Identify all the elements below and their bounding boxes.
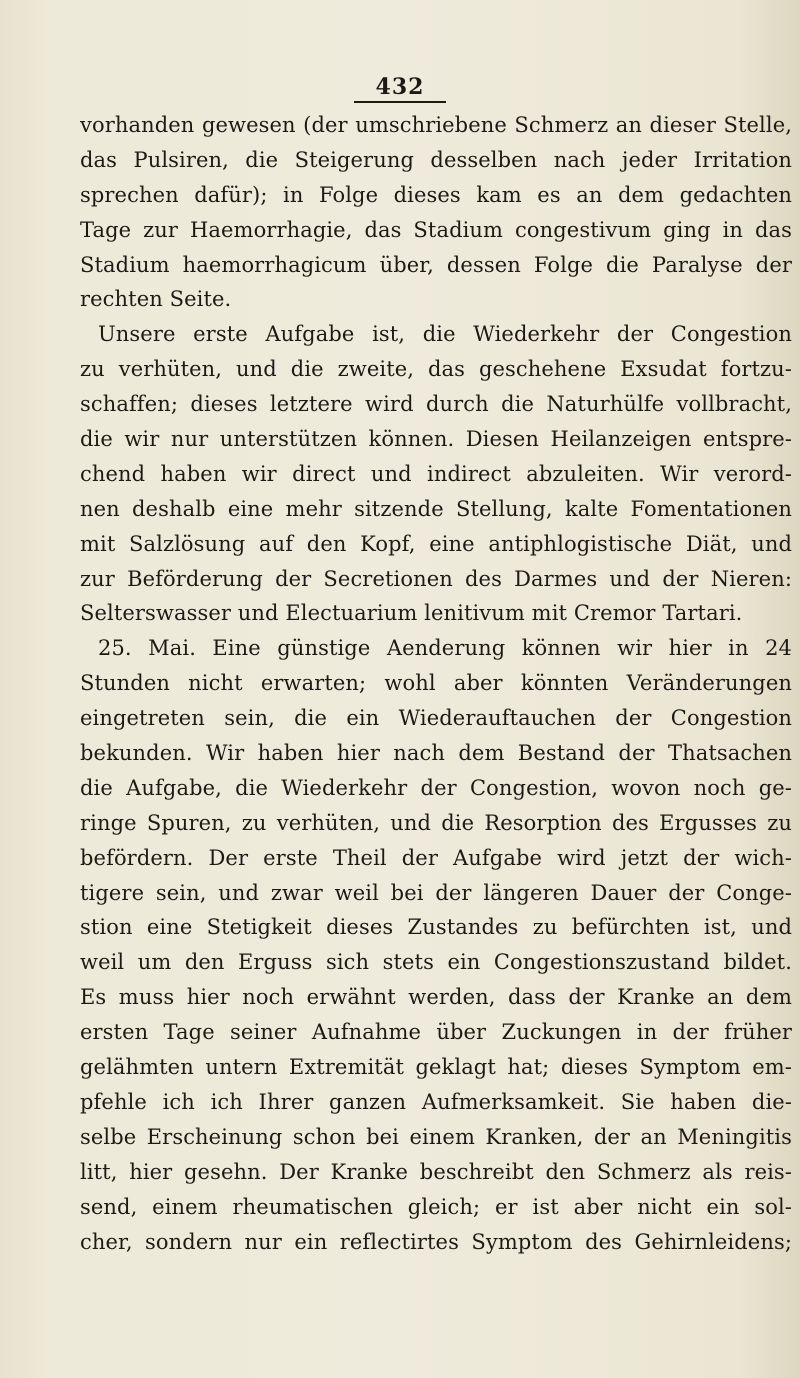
page-number (0, 74, 800, 103)
text-line: befördern. Der erste Theil der Aufgabe wird jetzt der wich- (80, 845, 792, 870)
text-line: ringe Spuren, zu verhüten, und die Resorption des Ergusses zu (80, 810, 792, 835)
text-line: eingetreten sein, die ein Wiederauftauchen der Congestion (80, 706, 792, 731)
text-line: tigere sein, und zwar weil bei der längeren Dauer der Conge- (80, 880, 792, 905)
text-line: zu verhüten, und die zweite, das geschehene Exsudat fortzu- (80, 357, 792, 382)
text-line: Unsere erste Aufgabe ist, die Wiederkehr der Congestion (98, 322, 792, 347)
text-line: rechten Seite. (80, 287, 232, 312)
text-line: litt, hier gesehn. Der Kranke beschreibt den Schmerz als reis- (80, 1159, 792, 1184)
text-line: send, einem rheumatischen gleich; er ist aber nicht ein sol- (80, 1194, 792, 1219)
text-line: die Aufgabe, die Wiederkehr der Congestion, wovon noch ge- (80, 775, 792, 800)
text-line: bekunden. Wir haben hier nach dem Bestand der Thatsachen (80, 741, 792, 766)
text-line: vorhanden gewesen (der umschriebene Schmerz an dieser Stelle, (80, 113, 792, 137)
text-line: cher, sondern nur ein reflectirtes Symptom des Gehirnleidens; (80, 1229, 792, 1254)
text-line: Tage zur Haemorrhagie, das Stadium congestivum ging in das (80, 217, 792, 242)
text-line: Stunden nicht erwarten; wohl aber könnten Veränderungen (80, 671, 792, 696)
text-line: 25. Mai. Eine günstige Aenderung können wir hier in 24 (98, 636, 792, 661)
text-line: zur Beförderung der Secretionen des Darmes und der Nieren: (80, 566, 792, 591)
text-line: ersten Tage seiner Aufnahme über Zuckungen in der früher (80, 1020, 792, 1045)
text-line: Stadium haemorrhagicum über, dessen Folge die Paralyse der (80, 252, 792, 277)
text-line: mit Salzlösung auf den Kopf, eine antiphlogistische Diät, und (80, 531, 792, 556)
text-line: gelähmten untern Extremität geklagt hat; dieses Symptom em- (80, 1055, 792, 1080)
page-number-text: 432 (354, 74, 447, 103)
body-text (80, 108, 792, 1259)
text-line: Selterswasser und Electuarium lenitivum mit Cremor Tartari. (80, 601, 743, 626)
text-line: selbe Erscheinung schon bei einem Kranken, der an Meningitis (80, 1124, 792, 1149)
text-line: stion eine Stetigkeit dieses Zustandes zu befürchten ist, und (80, 915, 792, 940)
text-line: schaffen; dieses letztere wird durch die Naturhülfe vollbracht, (80, 392, 792, 417)
text-line: das Pulsiren, die Steigerung desselben nach jeder Irritation (80, 147, 792, 172)
text-line: Es muss hier noch erwähnt werden, dass der Kranke an dem (80, 985, 792, 1010)
text-line: sprechen dafür); in Folge dieses kam es an dem gedachten (80, 182, 792, 207)
text-line: chend haben wir direct und indirect abzuleiten. Wir verord- (80, 461, 792, 486)
text-line: weil um den Erguss sich stets ein Congestionszustand bildet. (80, 950, 792, 975)
text-line: pfehle ich ich Ihrer ganzen Aufmerksamkeit. Sie haben die- (80, 1089, 792, 1114)
text-line: nen deshalb eine mehr sitzende Stellung, kalte Fomentationen (80, 496, 792, 521)
text-line: die wir nur unterstützen können. Diesen Heilanzeigen entspre- (80, 427, 792, 452)
